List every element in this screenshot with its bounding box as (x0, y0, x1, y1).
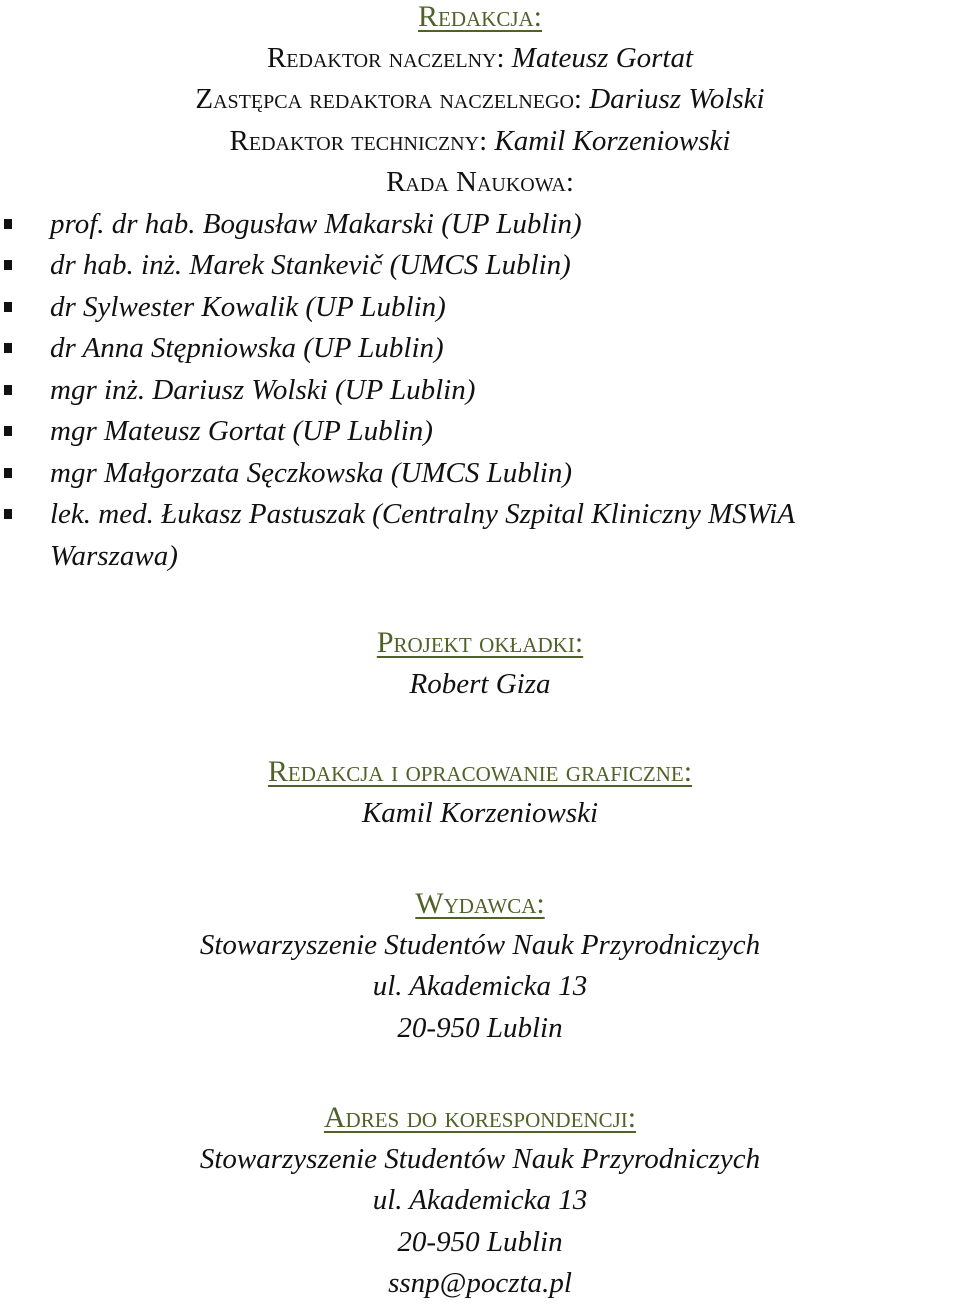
bullet-icon (4, 468, 12, 478)
role-line: Zastępca redaktora naczelnego: Dariusz Wolski (195, 83, 765, 115)
correspondence-city: 20-950 Lublin (397, 1225, 563, 1258)
list-item: mgr inż. Dariusz Wolski (UP Lublin) (0, 370, 960, 412)
editorial-section (0, 0, 960, 577)
graphics-editor: Kamil Korzeniowski (361, 796, 599, 829)
bullet-icon (4, 260, 12, 270)
editorial-heading: Redakcja: (417, 0, 542, 33)
correspondence-street: ul. Akademicka 13 (372, 1184, 588, 1216)
bullet-icon (4, 343, 12, 353)
list-item: dr hab. inż. Marek Stankevič (UMCS Lublin) (0, 245, 960, 287)
list-item: mgr Mateusz Gortat (UP Lublin) (0, 411, 960, 453)
publisher-street: ul. Akademicka 13 (372, 970, 588, 1002)
list-item: prof. dr hab. Bogusław Makarski (UP Lublin) (0, 204, 960, 246)
list-item: mgr Małgorzata Sęczkowska (UMCS Lublin) (0, 453, 960, 495)
bullet-icon (4, 302, 12, 312)
publisher-city: 20-950 Lublin (397, 1011, 563, 1044)
list-item: dr Sylwester Kowalik (UP Lublin) (0, 287, 960, 329)
scientific-board-heading: Rada Naukowa: (386, 166, 574, 198)
list-item-continuation: Warszawa) (50, 539, 178, 572)
graphics-heading: Redakcja i opracowanie graficzne: (267, 755, 693, 788)
bullet-icon (4, 219, 12, 229)
list-item: lek. med. Łukasz Pastuszak (Centralny Szpital Kliniczny MSWiA (0, 494, 960, 536)
graphics-section (0, 751, 960, 834)
cover-design-heading: Projekt okładki: (376, 626, 584, 659)
correspondence-email[interactable]: ssnp@poczta.pl (388, 1267, 572, 1299)
bullet-icon (4, 426, 12, 436)
publisher-name: Stowarzyszenie Studentów Nauk Przyrodniczych (199, 928, 761, 961)
bullet-icon (4, 385, 12, 395)
role-line: Redaktor techniczny: Kamil Korzeniowski (229, 124, 731, 157)
publisher-section (0, 883, 960, 1049)
cover-design-section (0, 622, 960, 705)
bullet-icon (4, 509, 12, 519)
list-item: dr Anna Stępniowska (UP Lublin) (0, 328, 960, 370)
correspondence-heading: Adres do korespondencji: (323, 1101, 637, 1134)
correspondence-name: Stowarzyszenie Studentów Nauk Przyrodniczych (199, 1142, 761, 1175)
cover-designer: Robert Giza (409, 667, 551, 700)
role-line: Redaktor naczelny: Mateusz Gortat (266, 41, 694, 74)
correspondence-section (0, 1097, 960, 1305)
publisher-heading: Wydawca: (415, 887, 545, 920)
